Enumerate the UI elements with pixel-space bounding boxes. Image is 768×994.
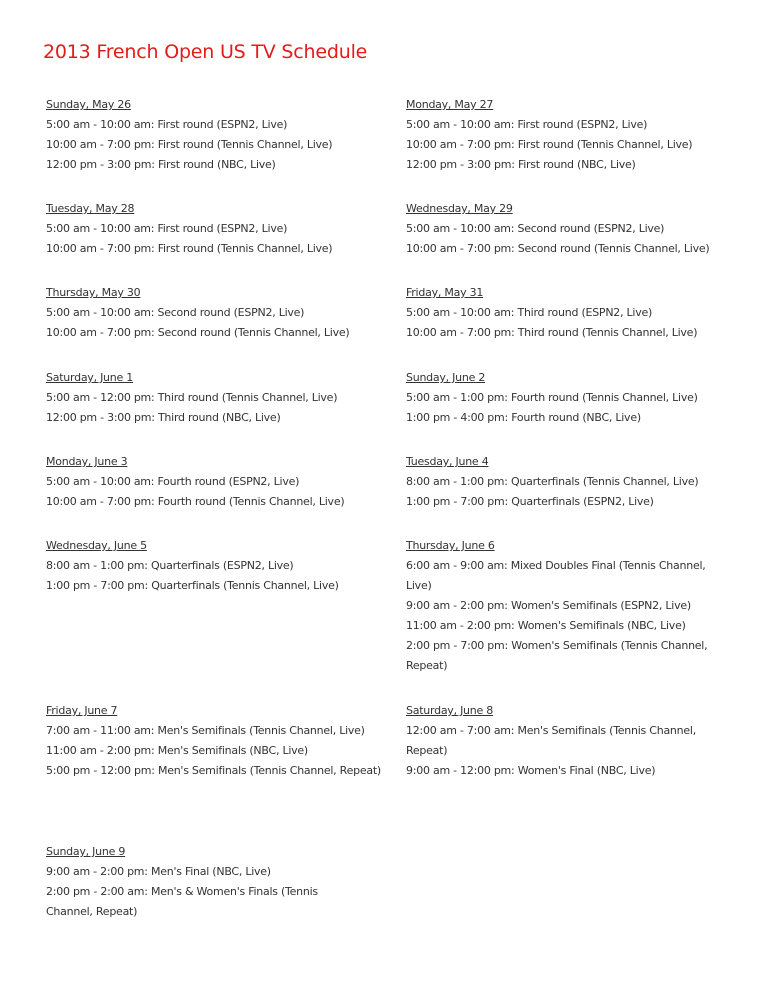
schedule-line: 12:00 pm - 3:00 pm: Third round (NBC, Live)	[46, 411, 281, 424]
schedule-line: 1:00 pm - 7:00 pm: Quarterfinals (Tennis Channel, Live)	[46, 579, 339, 592]
day-block-thursday-june-6	[406, 536, 714, 676]
day-block-wednesday-may-29	[406, 199, 709, 259]
schedule-line: 10:00 am - 7:00 pm: First round (Tennis Channel, Live)	[46, 138, 333, 151]
schedule-line: 1:00 pm - 7:00 pm: Quarterfinals (ESPN2, Live)	[406, 495, 654, 508]
day-block-friday-june-7	[46, 701, 381, 781]
day-block-sunday-june-9	[46, 842, 354, 922]
schedule-line: 11:00 am - 2:00 pm: Men's Semifinals (NBC, Live)	[46, 744, 308, 757]
schedule-line: 10:00 am - 7:00 pm: First round (Tennis Channel, Live)	[406, 138, 693, 151]
day-block-saturday-june-1	[46, 368, 337, 428]
schedule-line: 8:00 am - 1:00 pm: Quarterfinals (ESPN2, Live)	[46, 559, 294, 572]
day-date: Monday, June 3	[46, 455, 128, 468]
schedule-line: 5:00 am - 10:00 am: Second round (ESPN2, Live)	[46, 306, 305, 319]
schedule-line: 10:00 am - 7:00 pm: Second round (Tennis Channel, Live)	[406, 242, 710, 255]
schedule-line: 9:00 am - 2:00 pm: Women's Semifinals (ESPN2, Live)	[406, 599, 691, 612]
day-date: Sunday, June 2	[406, 371, 486, 384]
day-block-wednesday-june-5	[46, 536, 339, 596]
schedule-line: 5:00 am - 10:00 am: First round (ESPN2, Live)	[406, 118, 648, 131]
schedule-line: 2:00 pm - 2:00 am: Men's & Women's Finals (Tennis Channel, Repeat)	[46, 885, 318, 918]
day-date: Sunday, June 9	[46, 845, 126, 858]
schedule-line: 5:00 am - 12:00 pm: Third round (Tennis Channel, Live)	[46, 391, 338, 404]
schedule-line: 12:00 am - 7:00 am: Men's Semifinals (Tennis Channel, Repeat)	[406, 724, 696, 757]
day-block-tuesday-may-28	[46, 199, 332, 259]
day-block-monday-may-27	[406, 95, 692, 175]
day-date: Saturday, June 8	[406, 704, 494, 717]
page-title: 2013 French Open US TV Schedule	[43, 41, 368, 63]
day-date: Thursday, June 6	[406, 539, 495, 552]
day-date: Friday, June 7	[46, 704, 118, 717]
day-block-friday-may-31	[406, 283, 697, 343]
schedule-line: 5:00 am - 10:00 am: First round (ESPN2, Live)	[46, 222, 288, 235]
schedule-line: 1:00 pm - 4:00 pm: Fourth round (NBC, Live)	[406, 411, 641, 424]
schedule-line: 2:00 pm - 7:00 pm: Women's Semifinals (Tennis Channel, Repeat)	[406, 639, 708, 672]
day-block-thursday-may-30	[46, 283, 349, 343]
schedule-line: 10:00 am - 7:00 pm: Third round (Tennis Channel, Live)	[406, 326, 698, 339]
schedule-line: 10:00 am - 7:00 pm: Second round (Tennis Channel, Live)	[46, 326, 350, 339]
day-date: Saturday, June 1	[46, 371, 134, 384]
schedule-line: 8:00 am - 1:00 pm: Quarterfinals (Tennis Channel, Live)	[406, 475, 699, 488]
day-block-tuesday-june-4	[406, 452, 698, 512]
schedule-line: 9:00 am - 12:00 pm: Women's Final (NBC, Live)	[406, 764, 656, 777]
day-date: Wednesday, June 5	[46, 539, 147, 552]
schedule-line: 5:00 am - 10:00 am: Second round (ESPN2, Live)	[406, 222, 665, 235]
day-date: Friday, May 31	[406, 286, 484, 299]
schedule-line: 9:00 am - 2:00 pm: Men's Final (NBC, Live)	[46, 865, 271, 878]
schedule-line: 5:00 am - 10:00 am: Third round (ESPN2, Live)	[406, 306, 653, 319]
day-date: Wednesday, May 29	[406, 202, 513, 215]
schedule-line: 5:00 pm - 12:00 pm: Men's Semifinals (Tennis Channel, Repeat)	[46, 764, 381, 777]
day-date: Monday, May 27	[406, 98, 494, 111]
day-block-monday-june-3	[46, 452, 344, 512]
day-date: Sunday, May 26	[46, 98, 131, 111]
schedule-line: 5:00 am - 10:00 am: Fourth round (ESPN2, Live)	[46, 475, 300, 488]
day-block-saturday-june-8	[406, 701, 714, 781]
schedule-line: 12:00 pm - 3:00 pm: First round (NBC, Live)	[46, 158, 276, 171]
schedule-line: 11:00 am - 2:00 pm: Women's Semifinals (NBC, Live)	[406, 619, 686, 632]
day-block-sunday-june-2	[406, 368, 698, 428]
schedule-line: 5:00 am - 10:00 am: First round (ESPN2, Live)	[46, 118, 288, 131]
schedule-line: 6:00 am - 9:00 am: Mixed Doubles Final (Tennis Channel, Live)	[406, 559, 706, 592]
schedule-line: 5:00 am - 1:00 pm: Fourth round (Tennis Channel, Live)	[406, 391, 698, 404]
day-date: Thursday, May 30	[46, 286, 141, 299]
schedule-line: 12:00 pm - 3:00 pm: First round (NBC, Live)	[406, 158, 636, 171]
schedule-line: 10:00 am - 7:00 pm: Fourth round (Tennis Channel, Live)	[46, 495, 345, 508]
day-date: Tuesday, May 28	[46, 202, 135, 215]
day-block-sunday-may-26	[46, 95, 332, 175]
schedule-line: 7:00 am - 11:00 am: Men's Semifinals (Tennis Channel, Live)	[46, 724, 365, 737]
schedule-line: 10:00 am - 7:00 pm: First round (Tennis Channel, Live)	[46, 242, 333, 255]
day-date: Tuesday, June 4	[406, 455, 489, 468]
